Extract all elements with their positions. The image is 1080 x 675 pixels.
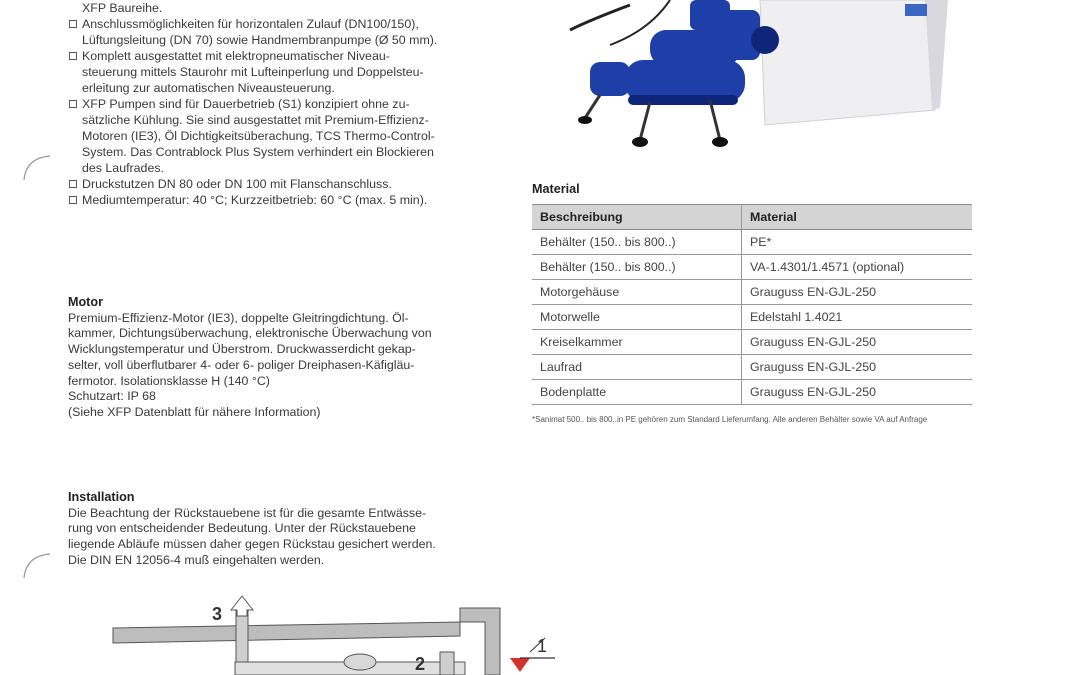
feature-line: XFP Pumpen sind für Dauerbetrieb (S1) konzipiert ohne zu-: [82, 97, 410, 111]
feature-line: Druckstutzen DN 80 oder DN 100 mit Flanschanschluss.: [82, 177, 392, 191]
motor-line: fermotor. Isolationsklasse H (140 °C): [68, 373, 270, 388]
motor-line: Premium-Effizienz-Motor (IE3), doppelte Gleitringdichtung. Öl-: [68, 310, 409, 325]
installation-heading: Installation: [68, 490, 135, 504]
material-cell: Grauguss EN-GJL-250: [742, 280, 973, 305]
material-table-body: [532, 230, 972, 405]
feature-bullet: [68, 192, 513, 208]
feature-line: des Laufrades.: [82, 161, 164, 175]
material-table: [532, 204, 972, 405]
component-cell: Behälter (150.. bis 800..): [532, 230, 742, 255]
column-header: Beschreibung: [532, 205, 742, 230]
material-cell: Grauguss EN-GJL-250: [742, 380, 973, 405]
component-cell: Kreiselkammer: [532, 330, 742, 355]
feature-line: XFP Baureihe.: [82, 1, 163, 15]
material-footnote: *Sanimat 500.. bis 800..in PE gehören zum Standard Lieferumfang. Alle anderen Behälter sowie VA auf Anfrage: [532, 415, 928, 424]
motor-line: selter, voll überflutbarer 4- oder 6- poliger Dreiphasen-Käfigläu-: [68, 357, 415, 372]
feature-bullet: [68, 48, 513, 96]
installation-diagram: [105, 588, 575, 675]
feature-bullet: [68, 0, 513, 16]
material-cell: PE*: [742, 230, 973, 255]
feature-bullets: [68, 0, 513, 208]
feature-line: Komplett ausgestattet mit elektropneumatischer Niveau-: [82, 49, 390, 63]
diagram-label-3: 3: [212, 604, 223, 624]
motor-section: [68, 295, 513, 421]
installation-line: Die Beachtung der Rückstauebene ist für die gesamte Entwässe-: [68, 505, 427, 520]
feature-line: Mediumtemperatur: 40 °C; Kurzzeitbetrieb: 60 °C (max. 5 min).: [82, 193, 428, 207]
feature-bullet: [68, 96, 513, 176]
feature-line: Motoren (IE3), Öl Dichtigkeitsüberachung, TCS Thermo-Control-: [82, 129, 435, 143]
motor-line: Wicklungstemperatur und Überstrom. Druckwasserdicht gekap-: [68, 342, 416, 357]
material-heading: Material: [532, 182, 580, 196]
component-cell: Motorwelle: [532, 305, 742, 330]
pump-station-photo: [530, 0, 950, 160]
scan-hole-mark: [18, 150, 58, 190]
scan-hole-mark: [18, 548, 58, 588]
installation-line: rung von entscheidender Bedeutung. Unter der Rückstauebene: [68, 521, 416, 536]
feature-line: Anschlussmöglichkeiten für horizontalen Zulauf (DN100/150),: [82, 17, 419, 31]
material-cell: Grauguss EN-GJL-250: [742, 330, 973, 355]
feature-list: [68, 0, 513, 208]
component-cell: Behälter (150.. bis 800..): [532, 255, 742, 280]
feature-bullet: [68, 16, 513, 48]
motor-line: Schutzart: IP 68: [68, 389, 156, 404]
table-row: [532, 305, 972, 330]
motor-heading: Motor: [68, 295, 103, 309]
table-row: [532, 330, 972, 355]
component-cell: Bodenplatte: [532, 380, 742, 405]
table-row: [532, 255, 972, 280]
feature-line: Lüftungsleitung (DN 70) sowie Handmembranpumpe (Ø 50 mm).: [82, 33, 438, 47]
table-row: [532, 230, 972, 255]
table-row: [532, 280, 972, 305]
feature-line: steuerung mittels Staurohr mit Lufteinperlung und Doppelsteu-: [82, 65, 424, 79]
installation-line: Die DIN EN 12056-4 muß eingehalten werden.: [68, 552, 325, 567]
feature-line: System. Das Contrablock Plus System verhindert ein Blockieren: [82, 145, 434, 159]
component-cell: Motorgehäuse: [532, 280, 742, 305]
diagram-label-1: 1: [537, 636, 548, 656]
feature-bullet: [68, 176, 513, 192]
motor-line: (Siehe XFP Datenblatt für nähere Information): [68, 404, 321, 419]
column-header: Material: [742, 205, 973, 230]
material-section: [532, 182, 972, 425]
feature-line: sätzliche Kühlung. Sie sind ausgestattet mit Premium-Effizienz-: [82, 113, 429, 127]
diagram-label-2: 2: [415, 654, 426, 674]
installation-section: [68, 490, 513, 569]
table-row: [532, 355, 972, 380]
installation-line: liegende Abläufe müssen daher gegen Rückstau gesichert werden.: [68, 537, 436, 552]
motor-text: [68, 311, 513, 421]
motor-line: kammer, Dichtungsüberwachung, elektronische Überwachung von: [68, 326, 432, 341]
component-cell: Laufrad: [532, 355, 742, 380]
material-cell: VA-1.4301/1.4571 (optional): [742, 255, 973, 280]
material-cell: Edelstahl 1.4021: [742, 305, 973, 330]
material-cell: Grauguss EN-GJL-250: [742, 355, 973, 380]
table-row: [532, 380, 972, 405]
installation-text: [68, 506, 513, 569]
feature-line: erleitung zur automatischen Niveausteuerung.: [82, 81, 335, 95]
material-table-header: [532, 205, 972, 230]
